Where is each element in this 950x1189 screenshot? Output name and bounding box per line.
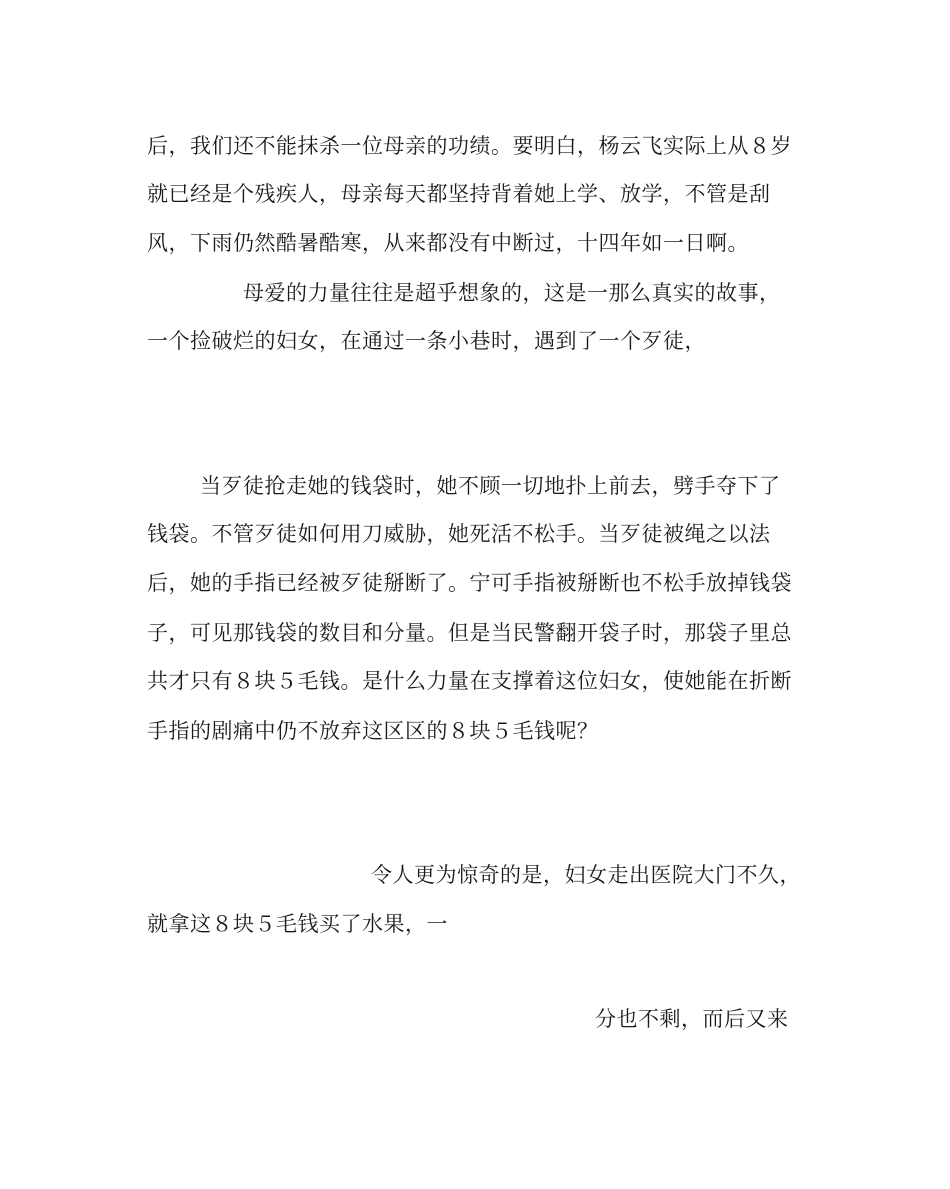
text-line-2: 就已经是个残疾人，母亲每天都坚持背着她上学、放学，不管是刮	[147, 182, 771, 206]
text-line-3: 风，下雨仍然酷暑酷寒，从来都没有中断过，十四年如一日啊。	[147, 231, 749, 255]
text-line-6: 当歹徒抢走她的钱袋时，她不顾一切地扑上前去，劈手夺下了	[200, 474, 781, 498]
text-line-13: 就拿这８块５毛钱买了水果，一	[147, 912, 448, 936]
text-line-1: 后，我们还不能抹杀一位母亲的功绩。要明白，杨云飞实际上从８岁	[147, 134, 792, 158]
text-line-9: 子，可见那钱袋的数目和分量。但是当民警翻开袋子时，那袋子里总	[147, 621, 792, 645]
text-line-7: 钱袋。不管歹徒如何用刀威胁，她死活不松手。当歹徒被绳之以法	[147, 522, 771, 546]
text-line-10: 共才只有８块５毛钱。是什么力量在支撑着这位妇女，使她能在折断	[147, 669, 792, 693]
text-line-11: 手指的剧痛中仍不放弃这区区的８块５毛钱呢？	[147, 719, 599, 743]
text-line-5: 一个捡破烂的妇女，在通过一条小巷时，遇到了一个歹徒，	[147, 329, 706, 353]
text-line-14: 分也不剩，而后又来	[595, 1007, 789, 1031]
text-line-12: 令人更为惊奇的是，妇女走出医院大门不久，	[371, 863, 801, 887]
text-line-4: 母爱的力量往往是超乎想象的，这是一那么真实的故事，	[243, 281, 781, 305]
text-line-8: 后，她的手指已经被歹徒掰断了。宁可手指被掰断也不松手放掉钱袋	[147, 571, 792, 595]
